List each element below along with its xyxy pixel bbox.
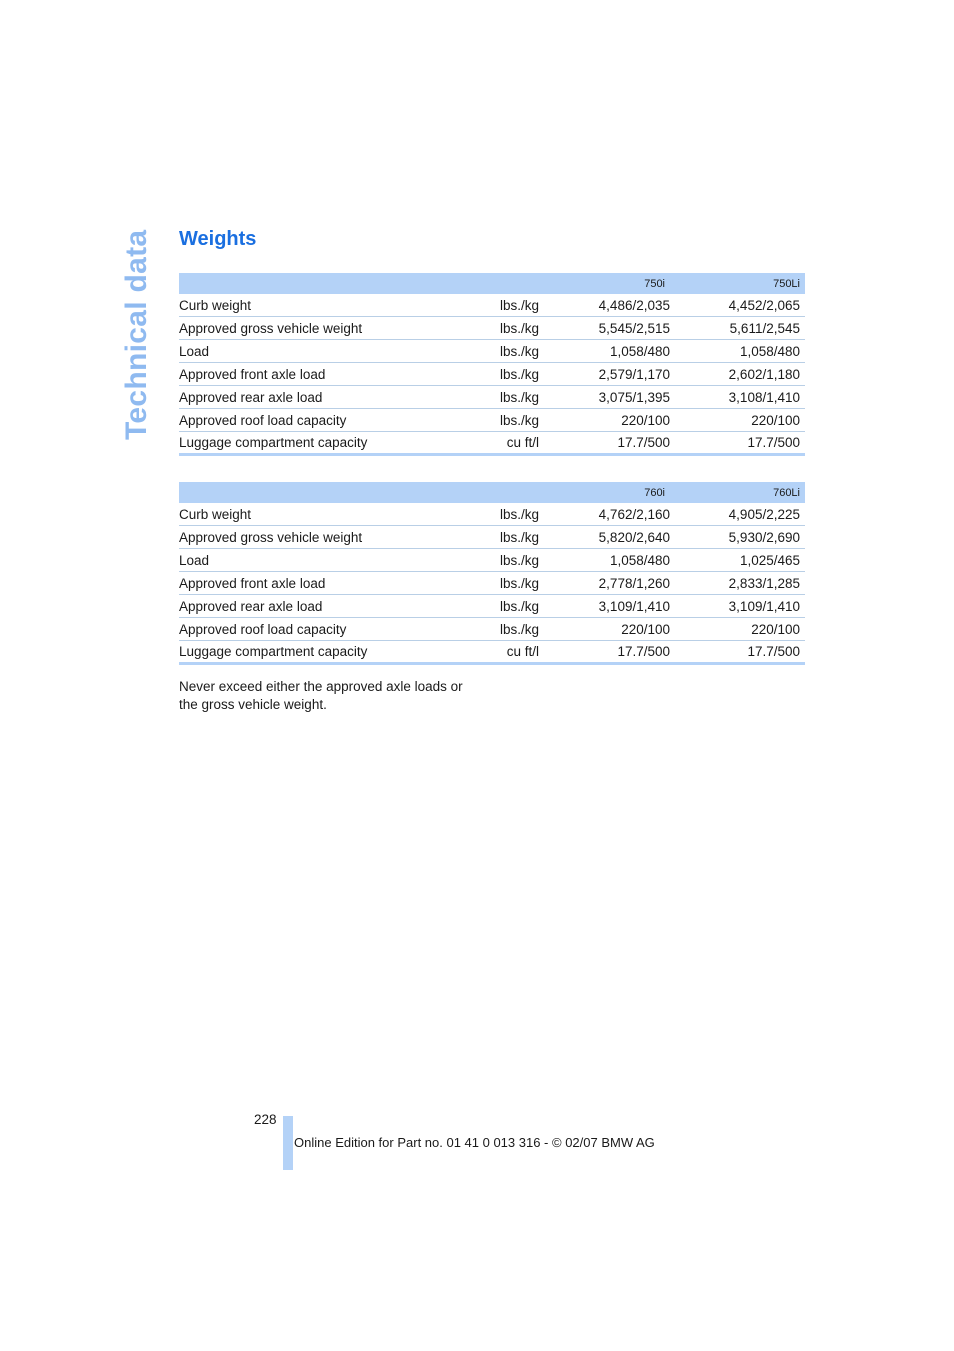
row-value-1: 2,778/1,260: [539, 572, 670, 595]
row-value-1: 4,486/2,035: [539, 294, 670, 317]
weights-table-760: [179, 482, 805, 665]
weight-limit-note: Never exceed either the approved axle loads or the gross vehicle weight.: [179, 679, 463, 712]
header-model-2: 750Li: [670, 273, 805, 294]
page-title: Weights: [179, 228, 257, 250]
row-value-1: 17.7/500: [539, 641, 670, 664]
row-value-2: 1,025/465: [670, 549, 805, 572]
row-value-2: 4,452/2,065: [670, 294, 805, 317]
table-row: [179, 503, 805, 526]
footer-edition-text: Online Edition for Part no. 01 41 0 013 316 - © 02/07 BMW AG: [294, 1135, 655, 1150]
row-value-1: 5,545/2,515: [539, 317, 670, 340]
row-value-1: 1,058/480: [539, 340, 670, 363]
row-value-2: 17.7/500: [670, 432, 805, 455]
row-value-2: 4,905/2,225: [670, 503, 805, 526]
row-value-2: 220/100: [670, 409, 805, 432]
row-value-1: 4,762/2,160: [539, 503, 670, 526]
table-row: [179, 317, 805, 340]
row-unit: lbs./kg: [484, 294, 539, 317]
row-label: Approved rear axle load: [179, 386, 484, 409]
header-unit-col: [484, 482, 539, 503]
row-value-1: 3,075/1,395: [539, 386, 670, 409]
row-label: Approved gross vehicle weight: [179, 317, 484, 340]
row-unit: lbs./kg: [484, 363, 539, 386]
row-label: Curb weight: [179, 294, 484, 317]
row-value-2: 5,611/2,545: [670, 317, 805, 340]
row-unit: lbs./kg: [484, 340, 539, 363]
row-label: Curb weight: [179, 503, 484, 526]
table-row: [179, 526, 805, 549]
row-unit: lbs./kg: [484, 317, 539, 340]
row-label: Approved gross vehicle weight: [179, 526, 484, 549]
weights-table-750: [179, 273, 805, 456]
table-row: [179, 595, 805, 618]
row-label: Approved front axle load: [179, 363, 484, 386]
table-row: [179, 549, 805, 572]
row-unit: lbs./kg: [484, 618, 539, 641]
table-header-row: [179, 482, 805, 503]
table-row: [179, 432, 805, 455]
footer-accent-bar: [283, 1116, 293, 1170]
row-value-2: 5,930/2,690: [670, 526, 805, 549]
row-value-1: 220/100: [539, 409, 670, 432]
row-label: Approved front axle load: [179, 572, 484, 595]
table-row: [179, 363, 805, 386]
side-section-title-text: Technical data: [120, 229, 153, 440]
row-unit: lbs./kg: [484, 549, 539, 572]
row-value-1: 3,109/1,410: [539, 595, 670, 618]
table-row: [179, 618, 805, 641]
header-unit-col: [484, 273, 539, 294]
row-value-2: 3,109/1,410: [670, 595, 805, 618]
row-unit: lbs./kg: [484, 503, 539, 526]
side-section-title: [116, 230, 156, 440]
row-value-2: 2,602/1,180: [670, 363, 805, 386]
page-number: 228: [254, 1112, 277, 1127]
row-unit: lbs./kg: [484, 595, 539, 618]
table-row: [179, 572, 805, 595]
row-unit: cu ft/l: [484, 641, 539, 664]
row-unit: cu ft/l: [484, 432, 539, 455]
table-row: [179, 409, 805, 432]
row-value-2: 3,108/1,410: [670, 386, 805, 409]
row-label: Load: [179, 340, 484, 363]
row-label: Luggage compartment capacity: [179, 432, 484, 455]
row-value-1: 1,058/480: [539, 549, 670, 572]
header-label-col: [179, 482, 484, 503]
row-label: Luggage compartment capacity: [179, 641, 484, 664]
header-model-2: 760Li: [670, 482, 805, 503]
row-value-2: 2,833/1,285: [670, 572, 805, 595]
row-unit: lbs./kg: [484, 572, 539, 595]
header-model-1: 750i: [539, 273, 670, 294]
row-value-1: 5,820/2,640: [539, 526, 670, 549]
table-row: [179, 386, 805, 409]
row-label: Approved roof load capacity: [179, 618, 484, 641]
table-row: [179, 641, 805, 664]
table-row: [179, 340, 805, 363]
row-unit: lbs./kg: [484, 526, 539, 549]
table-row: [179, 294, 805, 317]
header-model-1: 760i: [539, 482, 670, 503]
header-label-col: [179, 273, 484, 294]
row-unit: lbs./kg: [484, 409, 539, 432]
row-value-1: 2,579/1,170: [539, 363, 670, 386]
row-value-1: 17.7/500: [539, 432, 670, 455]
row-label: Approved roof load capacity: [179, 409, 484, 432]
row-value-1: 220/100: [539, 618, 670, 641]
row-unit: lbs./kg: [484, 386, 539, 409]
table-header-row: [179, 273, 805, 294]
row-label: Approved rear axle load: [179, 595, 484, 618]
row-value-2: 17.7/500: [670, 641, 805, 664]
row-label: Load: [179, 549, 484, 572]
row-value-2: 220/100: [670, 618, 805, 641]
row-value-2: 1,058/480: [670, 340, 805, 363]
